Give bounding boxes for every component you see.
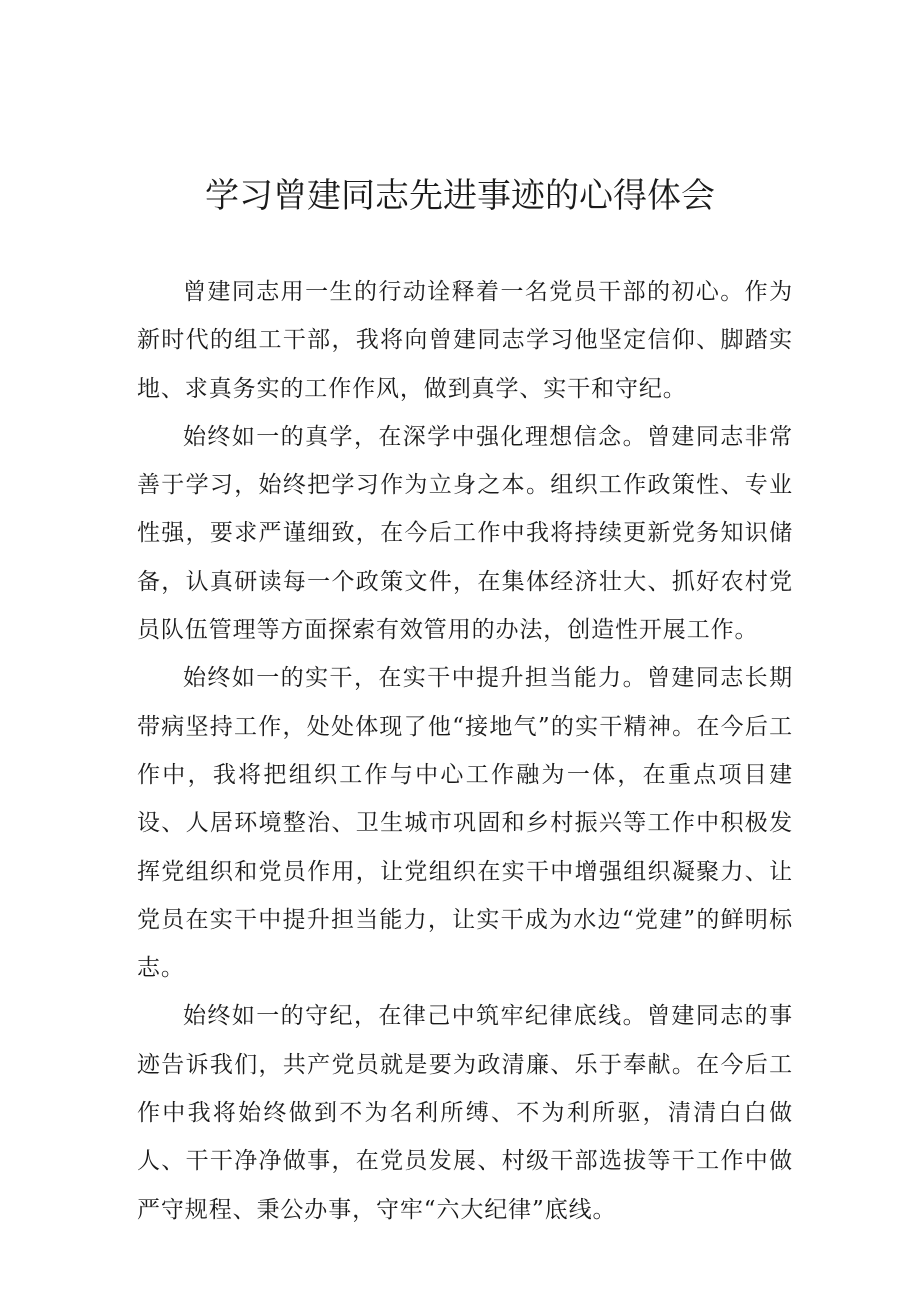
document-body (137, 268, 793, 1234)
paragraph-discipline: 始终如一的守纪，在律己中筑牢纪律底线。曾建同志的事迹告诉我们，共产党员就是要为政清廉、乐于奉献。在今后工作中我将始终做到不为名利所缚、不为利所驱，清清白白做人、干干净净做事，在党员发展、村级干部选拔等干工作中做严守规程、秉公办事，守牢“六大纪律”底线。 (137, 1003, 793, 1223)
paragraph-study: 始终如一的真学，在深学中强化理想信念。曾建同志非常善于学习，始终把学习作为立身之本。组织工作政策性、专业性强，要求严谨细致，在今后工作中我将持续更新党务知识储备，认真研读每一个政策文件，在集体经济壮大、抓好农村党员队伍管理等方面探索有效管用的办法，创造性开展工作。 (137, 423, 793, 644)
paragraph-intro: 曾建同志用一生的行动诠释着一名党员干部的初心。作为新时代的组工干部，我将向曾建同志学习他坚定信仰、脚踏实地、求真务实的工作作风，做到真学、实干和守纪。 (137, 279, 793, 402)
document-title: 学习曾建同志先进事迹的心得体会 (205, 176, 715, 216)
paragraph-practice: 始终如一的实干，在实干中提升担当能力。曾建同志长期带病坚持工作，处处体现了他“接地气”的实干精神。在今后工作中，我将把组织工作与中心工作融为一体，在重点项目建设、人居环境整治、卫生城市巩固和乡村振兴等工作中积极发挥党组织和党员作用，让党组织在实干中增强组织凝聚力、让党员在实干中提升担当能力，让实干成为水边“党建”的鲜明标志。 (137, 665, 793, 982)
